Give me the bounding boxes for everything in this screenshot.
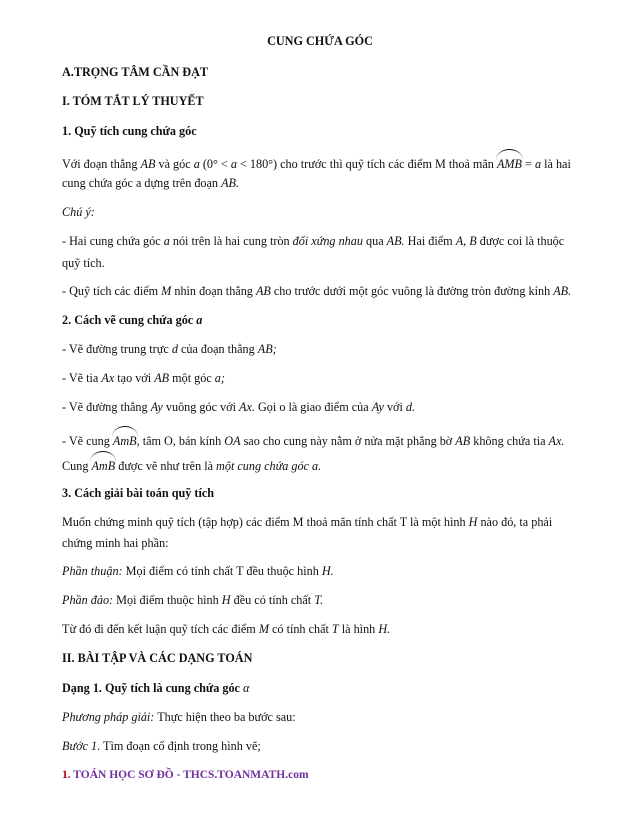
text: - Quỹ tích các điểm <box>62 284 162 298</box>
text: Dạng 1. Quỹ tích là cung chứa góc <box>62 681 243 695</box>
text: Thực hiện theo ba bước sau: <box>154 710 296 724</box>
text: Ay <box>371 400 384 414</box>
text: có tính chất <box>268 622 332 636</box>
text: OA <box>224 434 241 448</box>
text: a <box>230 157 237 171</box>
text: đều có tính chất <box>230 593 315 607</box>
text: đối xứng nhau <box>292 234 363 248</box>
note-1-line-2: quỹ tích. <box>62 256 105 270</box>
text: Phần đảo: <box>62 593 114 607</box>
text: T <box>331 622 339 636</box>
text: và góc <box>155 157 194 171</box>
step-1 <box>62 341 600 357</box>
step-one-line <box>62 738 600 754</box>
text: . Tìm đoạn cố định trong hình vẽ; <box>97 739 261 753</box>
paragraph-1-line-1 <box>62 153 600 172</box>
text: nhìn đoạn thẳng <box>171 284 256 298</box>
converse-inverse <box>62 592 600 608</box>
subheading-3: 3. Cách giải bài toán quỹ tích <box>62 486 215 500</box>
arc-amb: AmB <box>113 430 137 449</box>
text: vuông góc với <box>162 400 240 414</box>
converse-direct <box>62 563 600 579</box>
text: AB. <box>553 284 572 298</box>
text: Gọi o là giao điểm của <box>254 400 372 414</box>
subheading-2 <box>62 312 600 328</box>
text: H <box>221 593 231 607</box>
note-1-line-1 <box>62 233 600 249</box>
text: tạo với <box>114 371 155 385</box>
paragraph-3-line-1 <box>62 514 600 530</box>
text: cung chứa góc a dựng trên đoạn <box>62 176 222 190</box>
text: Phương pháp giải: <box>62 710 155 724</box>
text: α <box>243 681 250 695</box>
text: - Vẽ đường trung trực <box>62 342 172 356</box>
text: M <box>161 284 172 298</box>
text: AB; <box>257 342 277 356</box>
type-1-heading <box>62 680 600 696</box>
text: M <box>258 622 269 636</box>
text: qua <box>362 234 387 248</box>
text: nào đó, ta phải <box>477 515 553 529</box>
text: d. <box>405 400 416 414</box>
text: Phần thuận: <box>62 564 123 578</box>
text: 2. Cách vẽ cung chứa góc <box>62 313 197 327</box>
paragraph-1-line-2 <box>62 175 600 191</box>
text: = <box>522 157 535 171</box>
text: AB. <box>386 234 405 248</box>
step-4-line-1 <box>62 430 600 449</box>
text: T. <box>314 593 324 607</box>
text: - Vẽ đường thẳng <box>62 400 151 414</box>
text: Ay <box>150 400 163 414</box>
text: - Vẽ cung <box>62 434 113 448</box>
text: của đoạn thẳng <box>177 342 258 356</box>
text: AB <box>154 371 170 385</box>
text: Ax. <box>548 434 565 448</box>
text: H <box>468 515 478 529</box>
text: d <box>171 342 178 356</box>
text: một góc <box>169 371 215 385</box>
text: H. <box>321 564 334 578</box>
text: H. <box>378 622 391 636</box>
section-ii-heading: II. BÀI TẬP VÀ CÁC DẠNG TOÁN <box>62 651 253 665</box>
text: được vẽ như trên là <box>115 459 217 473</box>
text: Mọi điểm thuộc hình <box>113 593 222 607</box>
text: A, B <box>455 234 477 248</box>
text: AB <box>455 434 471 448</box>
text: - Vẽ tia <box>62 371 102 385</box>
text: là hình <box>338 622 379 636</box>
text: < 180°) cho trước thì quỹ tích các điểm M thoả mãn <box>236 157 497 171</box>
text: (0° < <box>199 157 231 171</box>
method-line <box>62 709 600 725</box>
text: là hai <box>541 157 571 171</box>
text: Từ đó đi đến kết luận quỹ tích các điểm <box>62 622 259 636</box>
text: AB <box>255 284 271 298</box>
text: Ax <box>101 371 115 385</box>
text: AB. <box>221 176 240 190</box>
text: Bước 1 <box>62 739 98 753</box>
text: Mọi điểm có tính chất T đều thuộc hình <box>122 564 322 578</box>
step-3 <box>62 399 600 415</box>
text: cho trước dưới một góc vuông là đường tròn đường kính <box>270 284 554 298</box>
text: nói trên là hai cung tròn <box>169 234 293 248</box>
arc-amb: AMB <box>497 153 522 172</box>
section-i-heading: I. TÓM TẮT LÝ THUYẾT <box>62 94 204 108</box>
arc-amb: AmB <box>91 455 115 474</box>
page-footer <box>62 767 600 783</box>
text: Ax. <box>239 400 255 414</box>
text: AB <box>140 157 156 171</box>
page-number: 1 <box>62 769 68 781</box>
text: . <box>67 769 74 781</box>
text: , tâm O, bán kính <box>136 434 225 448</box>
text: sao cho cung này nằm ở nửa mặt phẳng bờ <box>240 434 456 448</box>
text: a <box>534 157 542 171</box>
step-4-line-2 <box>62 455 600 474</box>
text: Với đoạn thẳng <box>62 157 141 171</box>
text: được coi là thuộc <box>476 234 565 248</box>
doc-title: CUNG CHỨA GÓC <box>267 34 373 48</box>
text: a <box>163 234 170 248</box>
text: - Hai cung chứa góc <box>62 234 164 248</box>
note-2 <box>62 283 600 299</box>
step-2 <box>62 370 600 386</box>
paragraph-3-line-2: chứng minh hai phần: <box>62 536 169 550</box>
text: không chứa tia <box>470 434 549 448</box>
text: Hai điểm <box>404 234 456 248</box>
footer-text: TOÁN HỌC SƠ ĐỒ - THCS.TOANMATH.com <box>73 769 309 781</box>
conclusion <box>62 621 600 637</box>
text: a; <box>214 371 225 385</box>
note-label: Chú ý: <box>62 205 95 219</box>
subheading-1: 1. Quỹ tích cung chứa góc <box>62 124 197 138</box>
text: a <box>193 157 200 171</box>
text: với <box>383 400 406 414</box>
section-a-heading: A.TRỌNG TÂM CẦN ĐẠT <box>62 65 209 79</box>
text: Muốn chứng minh quỹ tích (tập hợp) các điểm M thoả mãn tính chất T là một hình <box>62 515 469 529</box>
text: Cung <box>62 459 92 473</box>
text: một cung chứa góc a. <box>216 459 322 473</box>
text: a <box>196 313 203 327</box>
